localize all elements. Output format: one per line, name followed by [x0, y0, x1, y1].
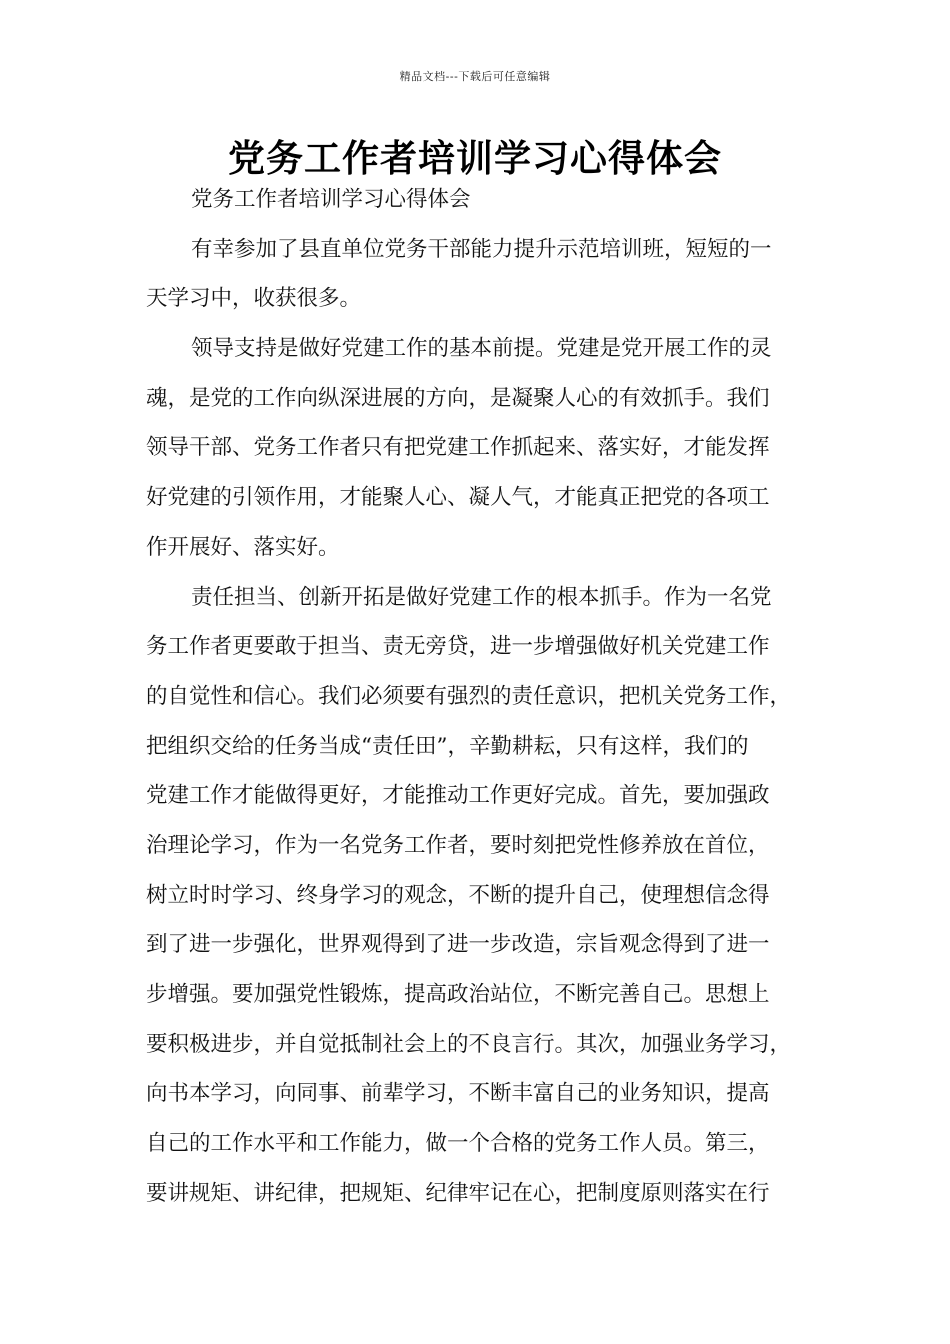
paragraph-line: 步增强。要加强党性锻炼，提高政治站位，不断完善自己。思想上: [146, 982, 770, 1007]
paragraph-line: 要讲规矩、讲纪律，把规矩、纪律牢记在心，把制度原则落实在行: [146, 1180, 770, 1206]
subtitle-line: 党务工作者培训学习心得体会: [191, 187, 471, 212]
paragraph-line: 作开展好、落实好。: [146, 534, 340, 560]
paragraph-line: 向书本学习，向同事、前辈学习，不断丰富自己的业务知识，提高: [146, 1081, 770, 1107]
paragraph-line: 把组织交给的任务当成“责任田”，辛勤耕耘，只有这样，我们的: [146, 733, 749, 759]
paragraph-line: 树立时时学习、终身学习的观念，不断的提升自己，使理想信念得: [146, 882, 770, 908]
header-note: 精品文档---下载后可任意编辑: [399, 70, 551, 83]
paragraph-line: 领导支持是做好党建工作的基本前提。党建是党开展工作的灵: [191, 336, 772, 362]
paragraph-line: 魂，是党的工作向纵深进展的方向，是凝聚人心的有效抓手。我们: [146, 385, 770, 411]
paragraph-line: 的自觉性和信心。我们必须要有强烈的责任意识，把机关党务工作，: [146, 683, 792, 709]
paragraph-line: 领导干部、党务工作者只有把党建工作抓起来、落实好，才能发挥: [146, 435, 770, 461]
paragraph-line: 到了进一步强化，世界观得到了进一步改造，宗旨观念得到了进一: [146, 932, 770, 958]
paragraph-line: 党建工作才能做得更好，才能推动工作更好完成。首先，要加强政: [146, 783, 770, 809]
document-title: 党务工作者培训学习心得体会: [228, 137, 722, 180]
paragraph-line: 自己的工作水平和工作能力，做一个合格的党务工作人员。第三，: [146, 1131, 770, 1157]
paragraph-line: 务工作者更要敢于担当、责无旁贷，进一步增强做好机关党建工作: [146, 634, 770, 660]
paragraph-line: 好党建的引领作用，才能聚人心、凝人气，才能真正把党的各项工: [146, 485, 770, 511]
document-body: [146, 180, 826, 1223]
paragraph-line: 有幸参加了县直单位党务干部能力提升示范培训班，短短的一: [191, 236, 772, 262]
paragraph-line: 责任担当、创新开拓是做好党建工作的根本抓手。作为一名党: [191, 584, 772, 610]
paragraph-line: 天学习中，收获很多。: [146, 286, 362, 312]
paragraph-line: 要积极进步，并自觉抵制社会上的不良言行。其次，加强业务学习，: [146, 1031, 792, 1057]
paragraph-line: 治理论学习，作为一名党务工作者，要时刻把党性修养放在首位，: [146, 832, 770, 858]
